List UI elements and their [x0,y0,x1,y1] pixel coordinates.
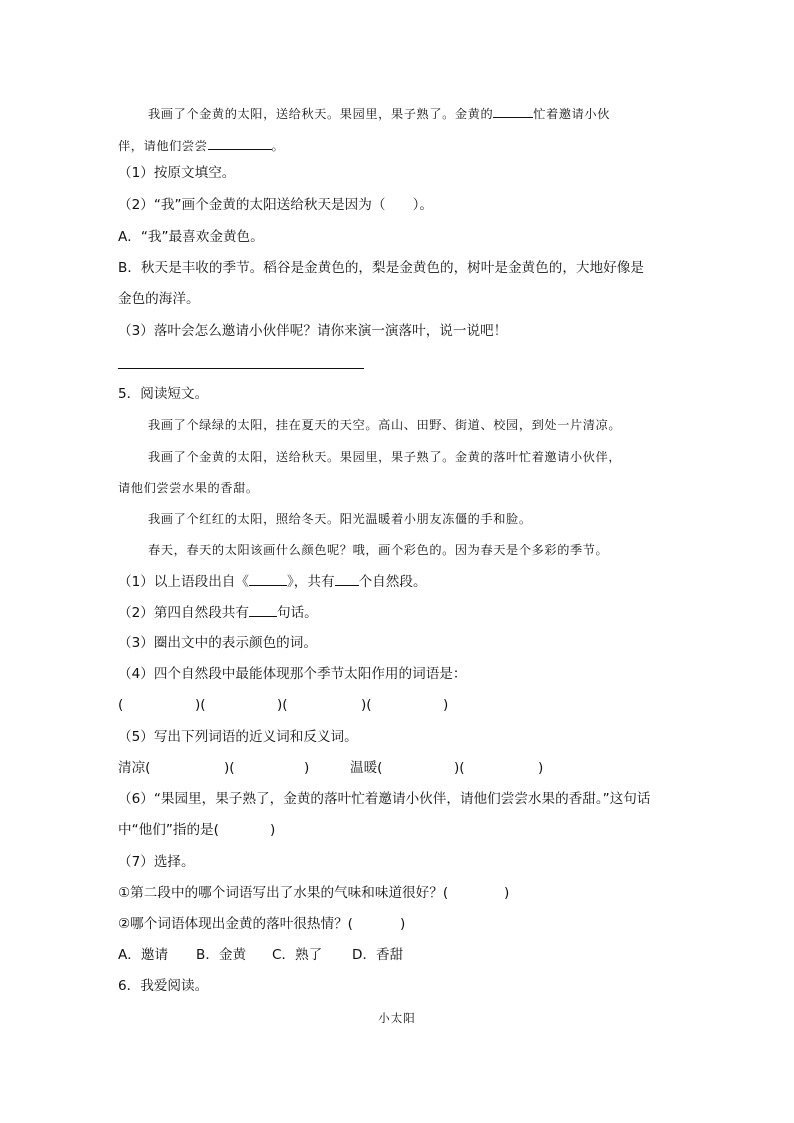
question-text: （1）以上语段出自《 [118,574,249,590]
paren-open: ( [118,697,124,713]
q6-title: 小太阳 [378,1011,416,1025]
option-b: B．金黄 [196,947,247,963]
q5-sub3: （3）圈出文中的表示颜色的词。 [118,635,317,651]
q5-sub1 [118,572,427,591]
q5-sub4: （4）四个自然段中最能体现那个季节太阳作用的词语是： [118,666,467,682]
q5-para4: 春天，春天的太阳该画什么颜色呢？哦，画个彩色的。因为春天是个多彩的季节。 [148,543,609,557]
q4-sub1: （1）按原文填空。 [118,165,236,181]
paren-mid: )( [195,697,206,713]
answer-line[interactable] [118,368,364,369]
fill-blank[interactable] [335,572,359,586]
option-c: C．熟了 [272,947,323,963]
top-passage-line-2 [118,136,284,155]
passage-text: 忙着邀请小伙 [533,107,610,121]
q5-sub6-line2: 中“他们”指的是( [118,822,219,838]
q5-sub5: （5）写出下列词语的近义词和反义词。 [118,729,358,745]
q5-sub2 [118,603,318,622]
q5-heading: 5．阅读短文。 [118,386,209,402]
question-text: 》，共有 [287,574,335,590]
option-a: A．邀请 [118,947,169,963]
fill-blank[interactable] [493,104,533,118]
word-wennuan: 温暖( [350,760,383,776]
passage-text: 我画了个金黄的太阳，送给秋天。果园里，果子熟了。金黄的 [148,107,494,121]
q4-sub2: （2）“我”画个金黄的太阳送给秋天是因为（ ）。 [118,197,433,213]
q4-option-b-line1: B．秋天是丰收的季节。稻谷是金黄色的，梨是金黄色的，树叶是金黄色的，大地好像是 [118,260,644,276]
paren-close: ) [270,822,276,838]
q5-para2-line2: 请他们尝尝水果的香甜。 [118,481,259,495]
option-d: D．香甜 [352,947,404,963]
q4-sub3: （3）落叶会怎么邀请小伙伴呢？请你来演一演落叶，说一说吧！ [118,323,508,339]
q5-sub7-q2: ②哪个词语体现出金黄的落叶很热情？( [118,916,353,932]
question-text: （2）第四自然段共有 [118,605,249,621]
question-text: 句话。 [277,605,318,621]
paren-mid: )( [454,760,465,776]
q5-para3: 我画了个红红的太阳，照给冬天。阳光温暖着小朋友冻僵的手和脸。 [148,512,532,526]
fill-blank[interactable] [208,136,272,150]
paren-mid: )( [361,697,372,713]
q4-option-b-line2: 金色的海洋。 [118,291,200,307]
q6-heading: 6．我爱阅读。 [118,978,209,994]
fill-blank[interactable] [249,603,277,617]
q5-sub7: （7）选择。 [118,854,195,870]
paren-mid: )( [224,760,235,776]
word-qingliang: 清凉( [118,760,151,776]
passage-text: 。 [271,139,285,153]
passage-text: 伴，请他们尝尝 [118,139,208,153]
q4-option-a: A．“我”最喜欢金黄色。 [118,229,264,245]
q5-sub7-q1: ①第二段中的哪个词语写出了水果的气味和味道很好？( [118,885,449,901]
paren-mid: )( [277,697,288,713]
paren-close: ) [443,697,449,713]
paren-close: ) [504,885,510,901]
top-passage-line-1 [148,104,610,123]
question-text: 个自然段。 [358,574,427,590]
q5-para2-line1: 我画了个金黄的太阳，送给秋天。果园里，果子熟了。金黄的落叶忙着邀请小伙伴， [148,450,622,464]
paren-close: ) [538,760,544,776]
paren-close: ) [400,916,406,932]
paren-close: ) [304,760,310,776]
fill-blank[interactable] [249,572,287,586]
q5-para1: 我画了个绿绿的太阳，挂在夏天的天空。高山、田野、街道、校园，到处一片清凉。 [148,418,622,432]
q5-sub6-line1: （6）“果园里，果子熟了，金黄的落叶忙着邀请小伙伴，请他们尝尝水果的香甜。”这句话 [118,791,651,807]
